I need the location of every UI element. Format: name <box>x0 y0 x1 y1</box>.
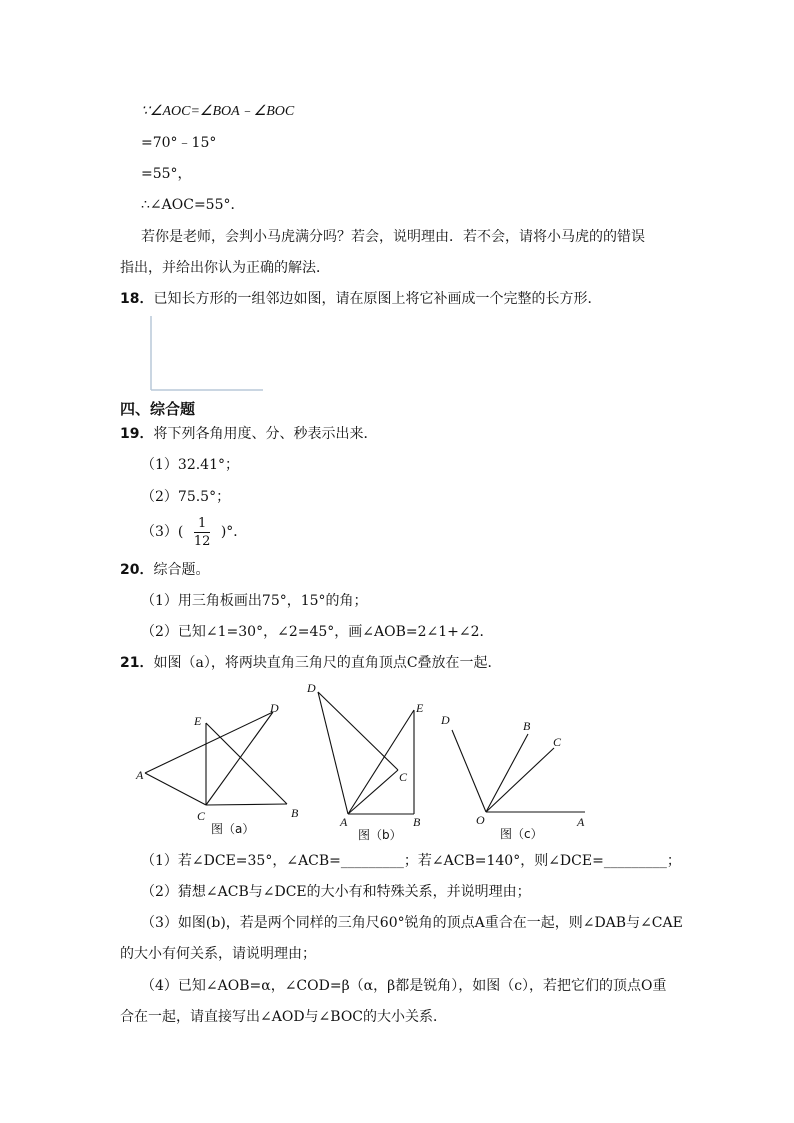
figure-c <box>430 700 600 845</box>
rectangle-sides-figure <box>145 314 270 394</box>
proof-line-3: =55°， <box>141 166 192 182</box>
segment-EA <box>348 710 414 814</box>
figure-caption: 图（b） <box>358 828 402 842</box>
label-B: B <box>291 806 299 820</box>
question-number: 20． <box>120 562 154 578</box>
question-number: 19． <box>120 426 154 442</box>
label-C: C <box>197 809 206 823</box>
q21-item-4-line-1: （4）已知∠AOB=α，∠COD=β（α，β都是锐角），如图（c），若把它们的顶点O重 <box>141 978 667 994</box>
segment-DC <box>318 692 398 770</box>
q20-item-1: （1）用三角板画出75°，15°的角； <box>141 593 368 609</box>
label-D: D <box>441 713 450 727</box>
q21-item-2: （2）猜想∠ACB与∠DCE的大小有和特殊关系，并说明理由； <box>141 884 531 900</box>
label-D: D <box>270 701 279 715</box>
segment-AC <box>145 773 206 805</box>
segment-DC <box>206 712 273 805</box>
label-A: A <box>340 815 348 829</box>
q21-item-3-line-1: （3）如图(b)，若是两个同样的三角尺60°锐角的顶点A重合在一起，则∠DAB与∠CAE <box>141 915 683 931</box>
fraction-numerator: 1 <box>194 515 211 533</box>
label-D: D <box>307 681 316 695</box>
label-A: A <box>577 815 585 829</box>
figure-a <box>130 695 310 845</box>
ray-OD <box>452 730 486 812</box>
question-text: 已知长方形的一组邻边如图，请在原图上将它补画成一个完整的长方形． <box>153 291 602 307</box>
proof-line-2: =70°﹣15° <box>141 135 217 151</box>
question-text: 如图（a），将两块直角三角尺的直角顶点C叠放在一起． <box>153 655 502 671</box>
question-18 <box>120 290 601 308</box>
proof-line-4: ∴∠AOC=55°． <box>141 197 245 213</box>
proof-line-1: ∵∠AOC=∠BOA﹣∠BOC <box>141 104 295 119</box>
q21-item-4-line-2: 合在一起，请直接写出∠AOD与∠BOC的大小关系． <box>120 1009 448 1025</box>
segment-AD <box>145 712 273 773</box>
q20-item-2: （2）已知∠1=30°，∠2=45°，画∠AOB=2∠1+∠2． <box>141 624 494 640</box>
segment-CB <box>206 804 287 805</box>
label-C: C <box>553 735 562 749</box>
label-B: B <box>523 719 531 733</box>
label-A: A <box>136 768 144 782</box>
question-20 <box>120 561 209 579</box>
segment-DA <box>318 692 348 814</box>
q17-question-line-1: 若你是老师，会判小马虎满分吗？若会，说明理由．若不会，请将小马虎的的错误 <box>141 229 645 245</box>
q21-item-1: （1）若∠DCE=35°，∠ACB=_________；若∠ACB=140°，则∠DCE=_________； <box>141 853 681 869</box>
q19-item-1: （1）32.41°； <box>141 457 239 473</box>
label-C: C <box>399 770 408 784</box>
label-E: E <box>194 714 202 728</box>
fraction <box>194 515 211 550</box>
section-title: 四、综合题 <box>120 400 196 418</box>
fraction-denominator: 12 <box>193 533 211 549</box>
label-E: E <box>416 701 424 715</box>
question-text: 将下列各角用度、分、秒表示出来． <box>153 426 378 442</box>
segment-EB <box>206 723 287 804</box>
figure-caption: 图（a） <box>211 822 255 836</box>
q17-question-line-2: 指出，并给出你认为正确的解法． <box>120 260 330 276</box>
figure-caption: 图（c） <box>500 827 543 841</box>
ray-OC <box>486 748 554 812</box>
label-O: O <box>476 813 485 827</box>
question-number: 21． <box>120 655 154 671</box>
question-text: 综合题。 <box>153 562 210 578</box>
segment-CA <box>348 770 398 814</box>
question-21 <box>120 654 502 672</box>
question-19 <box>120 425 377 443</box>
figure-b <box>300 675 440 845</box>
q21-item-3-line-2: 的大小有何关系，请说明理由； <box>120 946 316 962</box>
label-B: B <box>413 815 421 829</box>
q19-item-2: （2）75.5°； <box>141 489 231 505</box>
item-prefix: （3）( <box>141 524 184 540</box>
q19-item-3 <box>141 512 247 552</box>
question-number: 18． <box>120 291 154 307</box>
item-suffix: )°． <box>220 524 248 540</box>
ray-OB <box>486 734 528 812</box>
